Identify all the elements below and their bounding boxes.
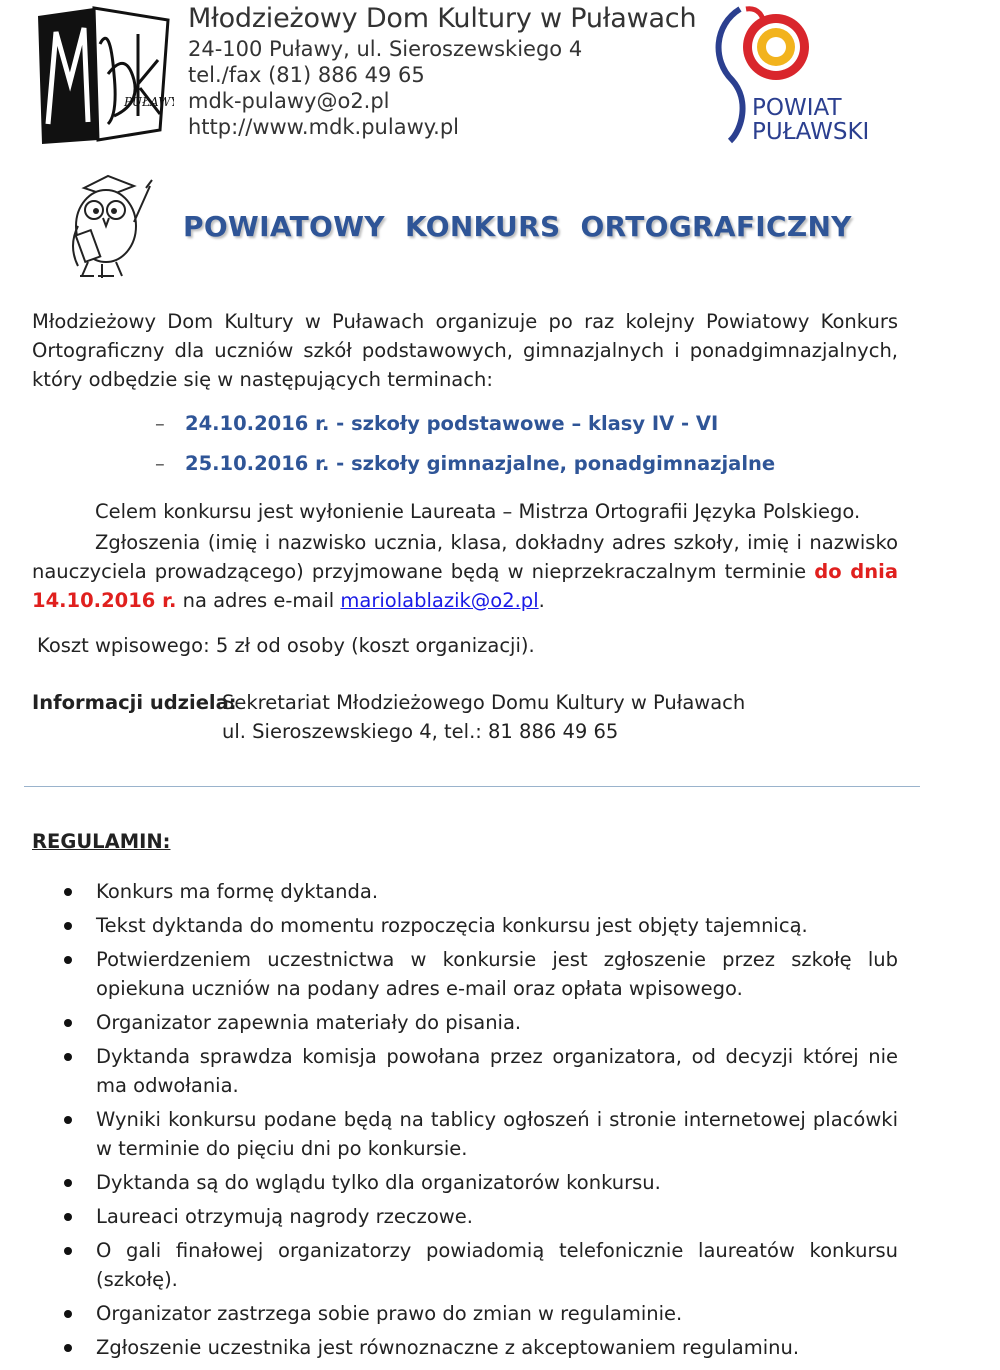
fee-paragraph: Koszt wpisowego: 5 zł od osoby (koszt organizacji). <box>37 634 535 657</box>
term-item <box>155 412 718 435</box>
bullet-icon <box>64 1116 72 1124</box>
bullet-icon <box>64 1213 72 1221</box>
powiat-logo-line2: PUŁAWSKI <box>752 119 870 145</box>
intro-paragraph: Młodzieżowy Dom Kultury w Puławach organizuje po raz kolejny Powiatowy Konkurs Ortograficzny dla uczniów szkół podstawowych, gimnazjalnych i ponadgimnazjalnych, który odbędzie się w następujących terminach: <box>32 310 898 391</box>
header-phone: tel./fax (81) 886 49 65 <box>188 63 425 87</box>
mdk-logo <box>34 4 174 144</box>
bullet-icon <box>64 1310 72 1318</box>
page-title: POWIATOWY KONKURS ORTOGRAFICZNY <box>183 210 852 243</box>
applications-text-mid: na adres e-mail <box>176 589 341 612</box>
dash-marker: – <box>155 412 165 435</box>
rule-text: Wyniki konkursu podane będą na tablicy ogłoszeń i stronie internetowej placówki w terminie do pięciu dni po konkursie. <box>96 1108 898 1160</box>
mdk-logo-sub-label: PUŁAWY <box>124 95 174 109</box>
applications-paragraph <box>32 528 898 615</box>
powiat-logo-line1: POWIAT <box>752 95 842 121</box>
term-item <box>155 452 775 475</box>
list-item <box>60 877 898 906</box>
rule-text: Organizator zapewnia materiały do pisania. <box>96 1011 522 1034</box>
rule-text: Dyktanda sprawdza komisja powołana przez organizatora, od decyzji której nie ma odwołania. <box>96 1045 898 1097</box>
bullet-icon <box>64 1053 72 1061</box>
bullet-icon <box>64 888 72 896</box>
term-text: 25.10.2016 r. - szkoły gimnazjalne, ponadgimnazjalne <box>185 452 776 475</box>
rules-list <box>60 877 898 1367</box>
rule-text: Zgłoszenie uczestnika jest równoznaczne z akceptowaniem regulaminu. <box>96 1336 800 1359</box>
powiat-logo <box>710 5 900 145</box>
rule-text: Potwierdzeniem uczestnictwa w konkursie jest zgłoszenie przez szkołę lub opiekuna uczniów na podany adres e-mail oraz opłata wpisowego. <box>96 948 898 1000</box>
rule-text: Organizator zastrzega sobie prawo do zmian w regulaminie. <box>96 1302 683 1325</box>
rules-heading: REGULAMIN: <box>32 830 171 853</box>
bullet-icon <box>64 1019 72 1027</box>
info-line-2: ul. Sieroszewskiego 4, tel.: 81 886 49 65 <box>222 720 619 743</box>
rule-text: Dyktanda są do wglądu tylko dla organizatorów konkursu. <box>96 1171 661 1194</box>
list-item <box>60 1202 898 1231</box>
applications-text: Zgłoszenia (imię i nazwisko ucznia, klasa, dokładny adres szkoły, imię i nazwisko nauczyciela prowadzącego) przyjmowane będą w nieprzekraczalnym terminie <box>32 531 898 583</box>
applications-text-end: . <box>538 589 545 612</box>
list-item <box>60 911 898 940</box>
bullet-icon <box>64 922 72 930</box>
header-title: Młodzieżowy Dom Kultury w Puławach <box>188 3 697 34</box>
list-item <box>60 1008 898 1037</box>
header-address: 24-100 Puławy, ul. Sieroszewskiego 4 <box>188 37 583 61</box>
list-item <box>60 945 898 1003</box>
bullet-icon <box>64 1344 72 1352</box>
info-line-1: Sekretariat Młodzieżowego Domu Kultury w Puławach <box>222 691 746 714</box>
header-url[interactable]: http://www.mdk.pulawy.pl <box>188 115 460 139</box>
dash-marker: – <box>155 452 165 475</box>
info-label: Informacji udziela: <box>32 691 237 714</box>
header-email[interactable]: mdk-pulawy@o2.pl <box>188 89 390 113</box>
goal-paragraph: Celem konkursu jest wyłonienie Laureata – Mistrza Ortografii Języka Polskiego. <box>95 500 861 523</box>
divider <box>24 786 920 787</box>
list-item <box>60 1333 898 1362</box>
rule-text: Laureaci otrzymują nagrody rzeczowe. <box>96 1205 473 1228</box>
list-item <box>60 1299 898 1328</box>
rule-text: Konkurs ma formę dyktanda. <box>96 880 379 903</box>
deadline-text: do dnia 14.10.2016 r. <box>32 560 898 612</box>
term-text: 24.10.2016 r. - szkoły podstawowe – klasy IV - VI <box>185 412 719 435</box>
list-item <box>60 1236 898 1294</box>
bullet-icon <box>64 1247 72 1255</box>
email-link[interactable]: mariolablazik@o2.pl <box>340 589 539 612</box>
rule-text: Tekst dyktanda do momentu rozpoczęcia konkursu jest objęty tajemnicą. <box>96 914 808 937</box>
list-item <box>60 1105 898 1163</box>
owl-icon <box>58 166 158 282</box>
bullet-icon <box>64 1179 72 1187</box>
rule-text: O gali finałowej organizatorzy powiadomią telefonicznie laureatów konkursu (szkołę). <box>96 1239 898 1291</box>
list-item <box>60 1168 898 1197</box>
bullet-icon <box>64 956 72 964</box>
list-item <box>60 1042 898 1100</box>
